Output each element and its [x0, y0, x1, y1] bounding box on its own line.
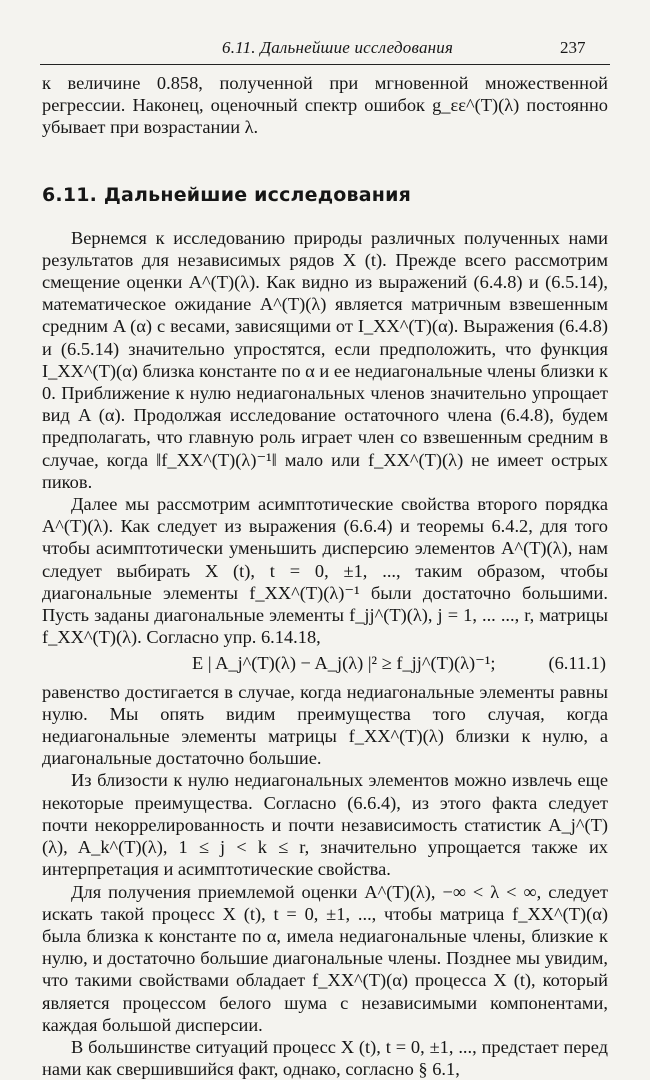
page-number: 237 [560, 38, 586, 57]
paragraph: В большинстве ситуаций процесс X (t), t = 0, ±1, ..., предстает перед нами как свершившийся факт, однако, согласно § 6.1, [42, 1036, 608, 1080]
header-rule [40, 64, 610, 65]
paragraph: Далее мы рассмотрим асимптотические свойства второго порядка A^(T)(λ). Как следует из выражения (6.6.4) и теоремы 6.4.2, для того чтобы асимптотически уменьшить дисперсию элементов A^(T)(λ), нам следует выбирать X (t), t = 0, ±1, ..., таким образом, чтобы диагональные элементы f_XX^(T)(λ)⁻¹ были достаточно большими. Пусть заданы диагональные элементы f_jj^(T)(λ), j = 1, ... ..., r, матрицы f_XX^(T)(λ). Согласно упр. 6.14.18, [42, 494, 608, 648]
paragraph: Вернемся к исследованию природы различных полученных нами результатов для независимых рядов X (t). Прежде всего рассмотрим смещение оценки A^(T)(λ). Как видно из выражений (6.4.8) и (6.5.14), математическое ожидание A^(T)(λ) является матричным взвешенным средним A (α) с весами, зависящими от I_XX^(T)(α). Выражения (6.4.8) и (6.5.14) значительно упростятся, если предположить, что функция I_XX^(T)(α) близка константе по α и ее недиагональные члены близки к 0. Приближение к нулю недиагональных членов значительно упрощает вид A (α). Продолжая исследование остаточного члена (6.4.8), будем предполагать, что главную роль играет член со взвешенным средним в случае, когда ‖f_XX^(T)(λ)⁻¹‖ мало или f_XX^(T)(λ) не имеет острых пиков. [42, 227, 608, 492]
paragraph: Для получения приемлемой оценки A^(T)(λ), −∞ < λ < ∞, следует искать такой процесс X (t), t = 0, ±1, ..., чтобы матрица f_XX^(T)(α) была близка к константе по α, имела недиагональные члены, близкие к нулю, и достаточно большие диагональные члены. Позднее мы увидим, что такими свойствами обладает f_XX^(T)(α) процесса X (t), который является процессом белого шума с независимыми компонентами, каждая большой дисперсии. [42, 881, 608, 1035]
equation-6-11-1 [42, 652, 608, 674]
running-header [0, 38, 650, 62]
body-text [42, 72, 608, 1080]
paragraph: равенство достигается в случае, когда недиагональные элементы равны нулю. Мы опять видим преимущества того случая, когда недиагональные элементы матрицы f_XX^(T)(λ) близки к нулю, а диагональные достаточно большие. [42, 681, 608, 769]
running-header-title: 6.11. Дальнейшие исследования [222, 38, 454, 57]
section-heading: 6.11. Дальнейшие исследования [42, 183, 412, 206]
intro-paragraph: к величине 0.858, полученной при мгновенной множественной регрессии. Наконец, оценочный спектр ошибок g_εε^(T)(λ) постоянно убывает при возрастании λ. [42, 73, 608, 138]
equation-text: E | A_j^(T)(λ) − A_j(λ) |² ≥ f_jj^(T)(λ)⁻¹; [192, 653, 496, 674]
paragraph: Из близости к нулю недиагональных элементов можно извлечь еще некоторые преимущества. Согласно (6.6.4), из этого факта следует почти некоррелированность и почти независимость статистик A_j^(T)(λ), A_k^(T)(λ), 1 ≤ j < k ≤ r, значительно упрощается также их интерпретация и асимптотические свойства. [42, 770, 608, 880]
equation-number: (6.11.1) [548, 653, 606, 674]
